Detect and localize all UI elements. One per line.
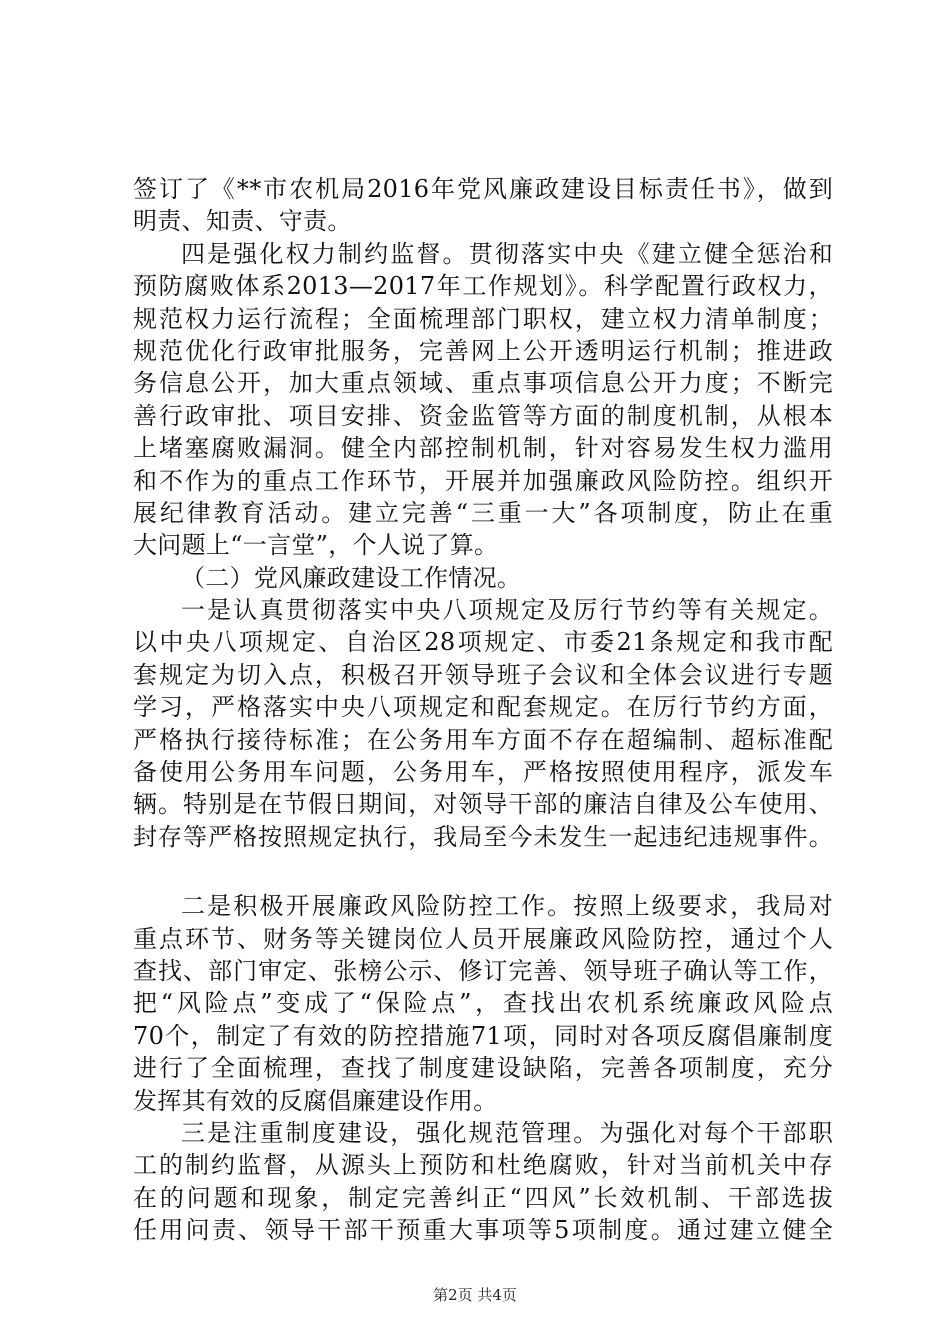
text-line: 严格执行接待标准；在公务用车方面不存在超编制、超标准配	[133, 725, 833, 754]
text-line: 进行了全面梳理，查找了制度建设缺陷，完善各项制度，充分	[133, 1054, 833, 1083]
text-line: 学习，严格落实中央八项规定和配套规定。在厉行节约方面，	[133, 693, 833, 722]
text-line: 上堵塞腐败漏洞。健全内部控制机制，针对容易发生权力滥用	[133, 434, 833, 463]
paragraph-gap	[133, 853, 833, 890]
text-line: 把“风险点”变成了“保险点”，查找出农机系统廉政风险点	[133, 989, 833, 1018]
text-line: 和不作为的重点工作环节，开展并加强廉政风险防控。组织开	[133, 466, 833, 495]
text-line: 务信息公开，加大重点领域、重点事项信息公开力度；不断完	[133, 369, 833, 398]
text-line: 展纪律教育活动。建立完善“三重一大”各项制度，防止在重	[133, 498, 833, 527]
text-line: 封存等严格按照规定执行，我局至今未发生一起违纪违规事件。	[133, 822, 833, 851]
text-line: 善行政审批、项目安排、资金监管等方面的制度机制，从根本	[133, 401, 833, 430]
text-line: 规范优化行政审批服务，完善网上公开透明运行机制；推进政	[133, 336, 833, 365]
text-line: 签订了《**市农机局2016年党风廉政建设目标责任书》，做到	[133, 175, 833, 203]
paragraph-start-line: 三是注重制度建设，强化规范管理。为强化对每个干部职	[181, 1118, 833, 1147]
text-line: 套规定为切入点，积极召开领导班子会议和全体会议进行专题	[133, 660, 833, 689]
document-body	[133, 173, 833, 1247]
paragraph-start-line: 一是认真贯彻落实中央八项规定及厉行节约等有关规定。	[181, 596, 833, 625]
paragraph-start-line: 四是强化权力制约监督。贯彻落实中央《建立健全惩治和	[181, 239, 833, 268]
text-line: 发挥其有效的反腐倡廉建设作用。	[133, 1086, 498, 1115]
text-line: 查找、部门审定、张榜公示、修订完善、领导班子确认等工作，	[133, 956, 833, 985]
text-line: 大问题上“一言堂”，个人说了算。	[133, 531, 499, 560]
text-line: 在的问题和现象，制定完善纠正“四风”长效机制、干部选拔	[133, 1183, 833, 1212]
paragraph-start-line: 二是积极开展廉政风险防控工作。按照上级要求，我局对	[181, 892, 833, 921]
page-number-label: 第2页 共4页	[433, 1286, 517, 1304]
text-line: 辆。特别是在节假日期间，对领导干部的廉洁自律及公车使用、	[133, 790, 833, 819]
text-line: 备使用公务用车问题，公务用车，严格按照使用程序，派发车	[133, 758, 833, 787]
text-line: 重点环节、财务等关键岗位人员开展廉政风险防控，通过个人	[133, 924, 833, 953]
page-footer	[0, 1285, 950, 1305]
section-heading: （二）党风廉政建设工作情况。	[181, 563, 522, 592]
text-line: 任用问责、领导干部干预重大事项等5项制度。通过建立健全	[133, 1216, 833, 1245]
text-line: 70个，制定了有效的防控措施71项，同时对各项反腐倡廉制度	[133, 1021, 833, 1050]
text-line: 以中央八项规定、自治区28项规定、市委21条规定和我市配	[133, 628, 833, 657]
text-line: 规范权力运行流程；全面梳理部门职权，建立权力清单制度；	[133, 304, 833, 333]
text-line: 工的制约监督，从源头上预防和杜绝腐败，针对当前机关中存	[133, 1151, 833, 1180]
text-line: 明责、知责、守责。	[133, 207, 352, 236]
text-line: 预防腐败体系2013—2017年工作规划》。科学配置行政权力，	[133, 272, 833, 301]
